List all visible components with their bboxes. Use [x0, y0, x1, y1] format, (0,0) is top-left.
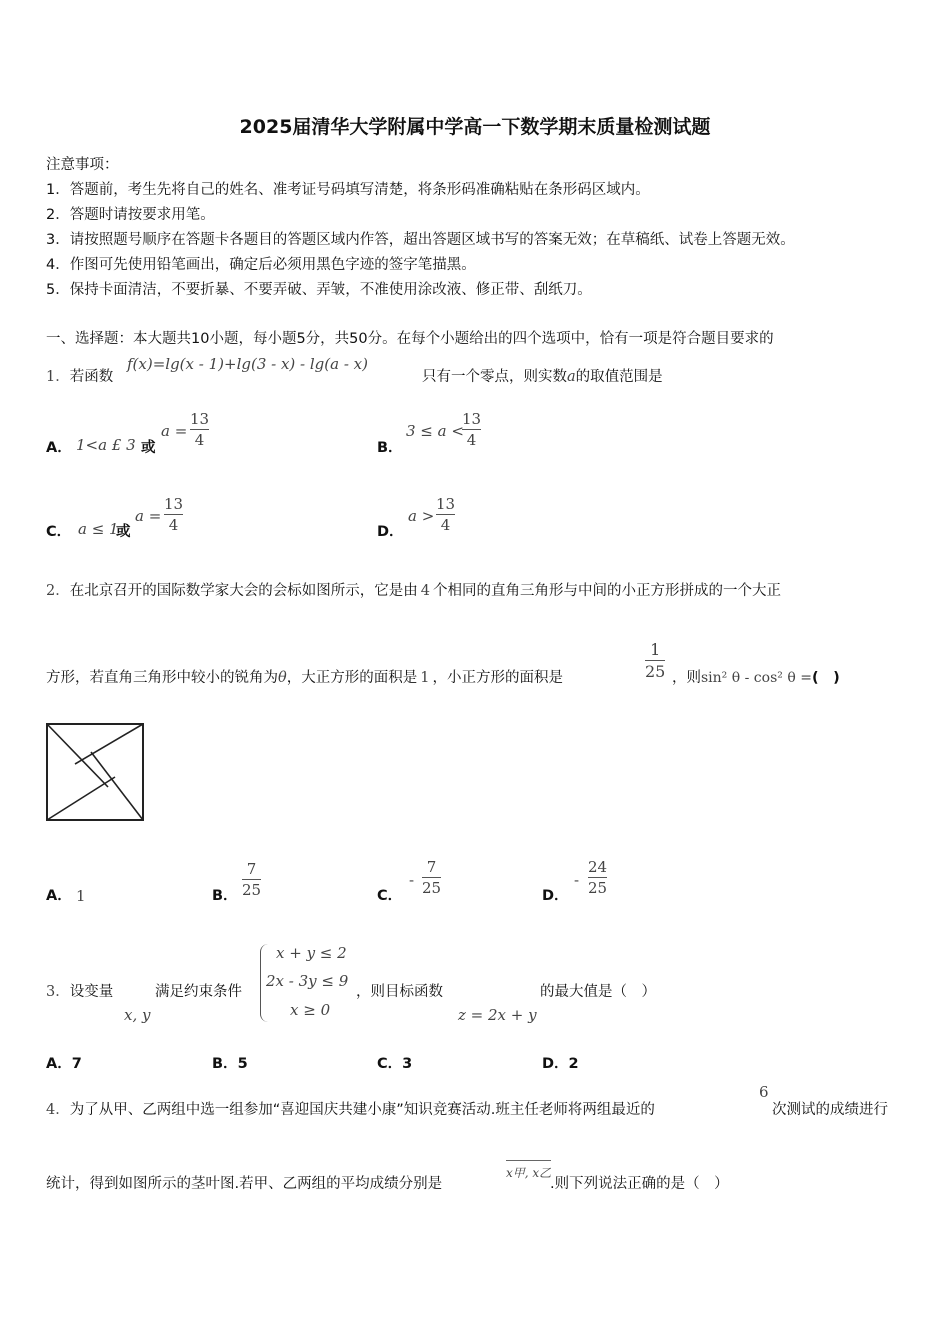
q3-pre: 设变量 [69, 984, 114, 1000]
option-a-label: A． [46, 440, 72, 456]
option-label: A． [46, 1056, 72, 1072]
option-a-label: A． [46, 888, 72, 904]
numerator: 13 [190, 410, 210, 428]
q1-option-c-eq: a = [135, 507, 162, 525]
triangle-edge [47, 724, 108, 787]
denominator: 25 [242, 881, 262, 899]
q2-expression: sin² θ - cos² θ = [701, 670, 812, 686]
q2-paren: ( ) [811, 670, 840, 686]
q2-line2b: ，大正方形的面积是 [286, 670, 418, 686]
q2-line1: 在北京召开的国际数学家大会的会标如图所示，它是由 [69, 583, 418, 599]
question-number: 4． [46, 1102, 70, 1118]
numerator: 13 [462, 410, 482, 428]
pinwheel-square-figure [45, 722, 145, 822]
option-value: 3 [402, 1056, 413, 1072]
q2-option-b-fraction [242, 860, 261, 899]
question-2-line2 [46, 666, 563, 687]
q1-option-b-left: 3 ≤ a < [406, 422, 464, 440]
triangle-edge [91, 752, 143, 820]
q2-line2d: ，则 [672, 670, 701, 686]
q3-option-b [212, 1052, 248, 1073]
q1-option-a-fraction [190, 410, 209, 449]
q3-option-c [377, 1052, 412, 1073]
option-b-label: B． [377, 440, 403, 456]
denominator: 25 [588, 879, 608, 897]
option-value: 2 [568, 1056, 579, 1072]
q2-theta: θ [278, 670, 287, 686]
q2-option-a-value: 1 [76, 887, 86, 905]
q2-small-square-area [645, 640, 665, 681]
question-number: 2． [46, 583, 70, 599]
numerator: 7 [426, 858, 437, 876]
denominator: 4 [466, 431, 477, 449]
option-c-label: C． [377, 888, 403, 904]
q3-option-d [542, 1052, 579, 1073]
q3-post2: 的最大值是（ ） [540, 984, 656, 1000]
option-label: C． [377, 1056, 403, 1072]
q3-post: ，则目标函数 [356, 984, 443, 1000]
numerator: 1 [650, 640, 661, 659]
q2-four: 4 [420, 583, 430, 599]
denominator: 4 [194, 431, 205, 449]
page-title: 2025届清华大学附属中学高一下数学期末质量检测试题 [239, 116, 711, 138]
question-1 [46, 365, 113, 386]
notice-heading: 注意事项： [46, 157, 119, 173]
section-heading: 一、选择题：本大题共10小题，每小题5分，共50分。在每个小题给出的四个选项中，恰有一项是符合题目要求的 [46, 331, 774, 347]
question-number: 1． [46, 369, 70, 385]
triangle-edge [47, 777, 115, 820]
q3-constraint-1: x + y ≤ 2 [276, 944, 347, 962]
q4-line1: 为了从甲、乙两组中选一组参加“喜迎国庆共建小康”知识竞赛活动.班主任老师将两组最近的 [69, 1102, 655, 1118]
q3-mid: 满足约束条件 [155, 984, 242, 1000]
q4-line2a: 统计，得到如图所示的茎叶图.若甲、乙两组的平均成绩分别是 [46, 1176, 443, 1192]
question-4 [46, 1098, 655, 1119]
numerator: 13 [164, 495, 184, 513]
q1-option-c-left: a ≤ 1 [78, 520, 119, 538]
q2-option-d-fraction [588, 858, 607, 897]
q4-line1b: 次测试的成绩进行 [772, 1102, 888, 1118]
notice-item: 4．作图可先使用铅笔画出，确定后必须用黑色字迹的签字笔描黑。 [46, 257, 476, 273]
q2-option-d-sign: - [574, 871, 580, 889]
notice-item: 5．保持卡面清洁，不要折暴、不要弄破、弄皱，不准使用涂改液、修正带、刮纸刀。 [46, 282, 592, 298]
option-value: 7 [71, 1056, 82, 1072]
q1-option-b-fraction [462, 410, 481, 449]
q2-line2a: 方形，若直角三角形中较小的锐角为 [46, 670, 278, 686]
option-d-label: D． [377, 524, 404, 540]
q1-post [422, 365, 663, 386]
q1-option-a-left: 1<a £ 3 [76, 436, 136, 454]
question-2 [46, 579, 781, 600]
denominator: 25 [422, 879, 442, 897]
option-d-label: D． [542, 888, 569, 904]
q1-option-c-fraction [164, 495, 183, 534]
q1-formula: f(x)=lg(x - 1)+lg(3 - x) - lg(a - x) [127, 355, 368, 373]
numerator: 24 [588, 858, 608, 876]
option-b-label: B． [212, 888, 238, 904]
q3-constraint-3: x ≥ 0 [290, 1001, 331, 1019]
q1-var: a [567, 369, 576, 385]
q1-pre: 若函数 [69, 369, 114, 385]
option-value: 5 [237, 1056, 248, 1072]
option-label: D． [542, 1056, 569, 1072]
q1-option-d-fraction [436, 495, 455, 534]
q3-option-a [46, 1052, 82, 1073]
q2-option-c-fraction [422, 858, 441, 897]
q1-option-a-eq: a = [161, 422, 188, 440]
option-label: B． [212, 1056, 238, 1072]
q2-one: 1 [420, 670, 430, 686]
triangle-edge [75, 724, 143, 764]
q2-tail [672, 666, 840, 687]
q3-vars: x, y [124, 1006, 151, 1024]
q1-option-c-or: 或 [116, 524, 131, 540]
q2-option-c-sign: - [409, 871, 415, 889]
q2-line2c: ，小正方形的面积是 [432, 670, 563, 686]
notice-item: 2．答题时请按要求用笔。 [46, 207, 215, 223]
denominator: 25 [645, 662, 666, 682]
denominator: 4 [168, 516, 179, 534]
numerator: 13 [436, 495, 456, 513]
q1-post2: 的取值范围是 [575, 369, 663, 385]
q4-means: x甲, x乙 [506, 1160, 551, 1181]
q3-objective: z = 2x + y [458, 1006, 537, 1024]
notice-item: 3．请按照题号顺序在答题卡各题目的答题区域内作答，超出答题区域书写的答案无效；在草稿纸、试卷上答题无效。 [46, 232, 795, 248]
q1-option-a-or: 或 [141, 440, 156, 456]
option-c-label: C． [46, 524, 72, 540]
q1-option-d-left: a > [408, 507, 435, 525]
q2-line1b: 个相同的直角三角形与中间的小正方形拼成的一个大正 [432, 583, 781, 599]
q1-post-text: 只有一个零点，则实数 [422, 369, 567, 385]
denominator: 4 [440, 516, 451, 534]
question-3 [46, 980, 113, 1001]
q4-line2b: .则下列说法正确的是（ ） [550, 1176, 729, 1192]
notice-item: 1．答题前，考生先将自己的姓名、准考证号码填写清楚，将条形码准确粘贴在条形码区域内。 [46, 182, 650, 198]
q4-six: 6 [759, 1083, 769, 1101]
question-number: 3． [46, 984, 70, 1000]
numerator: 7 [246, 860, 257, 878]
q3-constraint-2: 2x - 3y ≤ 9 [266, 972, 349, 990]
